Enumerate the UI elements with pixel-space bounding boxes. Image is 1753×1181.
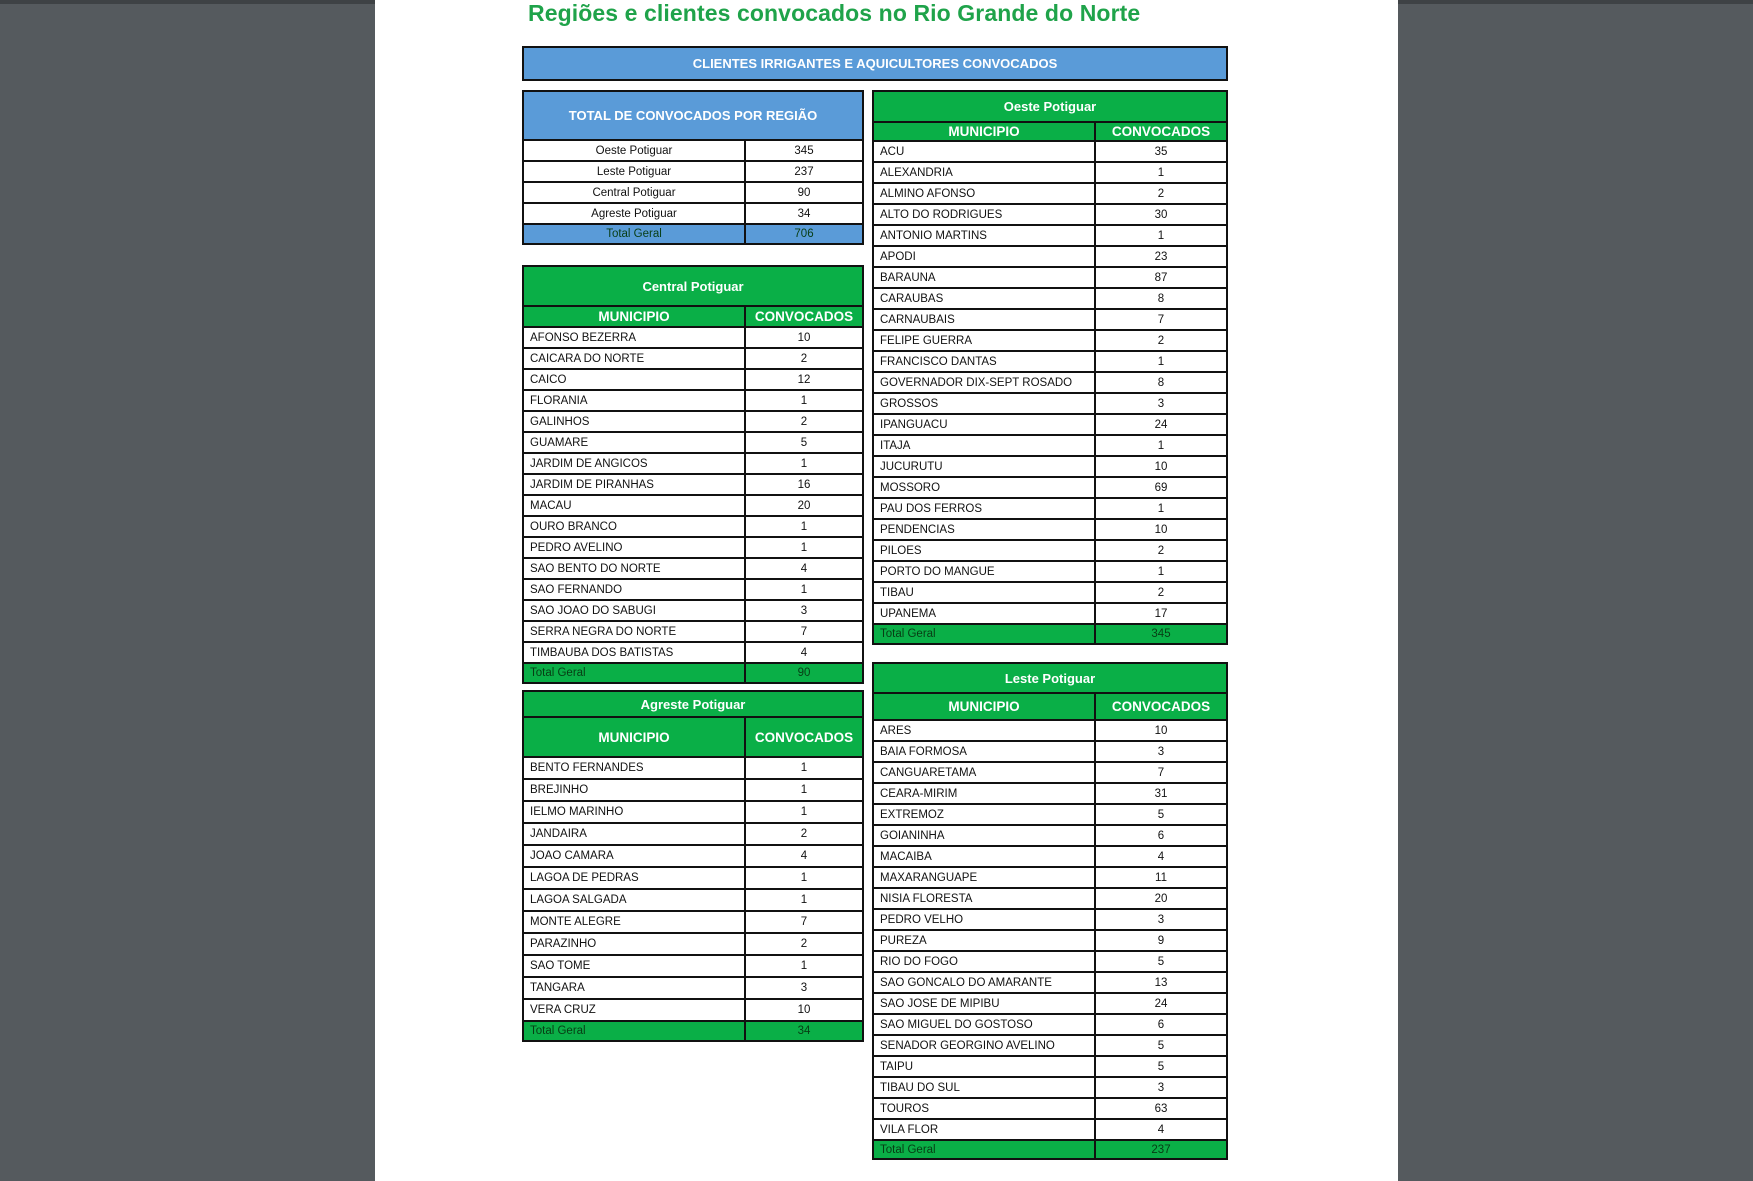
- table-row: [873, 720, 1227, 741]
- table-row: [523, 933, 863, 955]
- table-row: [523, 889, 863, 911]
- municipio-cell: FELIPE GUERRA: [873, 330, 1095, 351]
- table-title: Central Potiguar: [523, 266, 863, 306]
- table-row: [523, 140, 863, 161]
- convocados-cell: 24: [1095, 414, 1227, 435]
- convocados-cell: 10: [745, 327, 863, 348]
- municipio-cell: ANTONIO MARTINS: [873, 225, 1095, 246]
- municipio-cell: CARAUBAS: [873, 288, 1095, 309]
- municipio-cell: MAXARANGUAPE: [873, 867, 1095, 888]
- column-header-convocados: CONVOCADOS: [1095, 122, 1227, 141]
- table-row: [873, 603, 1227, 624]
- total-row: [523, 224, 863, 244]
- table-row: [523, 390, 863, 411]
- table-row: [523, 801, 863, 823]
- table-row: [873, 1098, 1227, 1119]
- convocados-cell: 2: [1095, 582, 1227, 603]
- region-count: 237: [745, 161, 863, 182]
- convocados-cell: 5: [745, 432, 863, 453]
- table-row: [873, 309, 1227, 330]
- municipio-cell: PAU DOS FERROS: [873, 498, 1095, 519]
- table-row: [873, 141, 1227, 162]
- convocados-cell: 20: [1095, 888, 1227, 909]
- convocados-cell: 30: [1095, 204, 1227, 225]
- convocados-cell: 4: [745, 558, 863, 579]
- total-value: 90: [745, 663, 863, 683]
- municipio-cell: ALEXANDRIA: [873, 162, 1095, 183]
- municipio-cell: PEDRO AVELINO: [523, 537, 745, 558]
- leste-potiguar-table: [872, 662, 1228, 1160]
- convocados-cell: 1: [745, 801, 863, 823]
- convocados-cell: 3: [1095, 741, 1227, 762]
- convocados-cell: 1: [1095, 435, 1227, 456]
- convocados-cell: 23: [1095, 246, 1227, 267]
- convocados-cell: 2: [745, 411, 863, 432]
- column-header-municipio: MUNICIPIO: [523, 717, 745, 757]
- table-row: [523, 495, 863, 516]
- municipio-cell: RIO DO FOGO: [873, 951, 1095, 972]
- convocados-cell: 69: [1095, 477, 1227, 498]
- table-row: [523, 203, 863, 224]
- municipio-cell: ALTO DO RODRIGUES: [873, 204, 1095, 225]
- table-row: [523, 579, 863, 600]
- convocados-cell: 7: [1095, 762, 1227, 783]
- municipio-cell: SAO BENTO DO NORTE: [523, 558, 745, 579]
- convocados-cell: 2: [745, 348, 863, 369]
- table-row: [523, 779, 863, 801]
- table-row: [523, 558, 863, 579]
- convocados-cell: 2: [1095, 330, 1227, 351]
- municipio-cell: ARES: [873, 720, 1095, 741]
- table-row: [873, 972, 1227, 993]
- municipio-cell: JANDAIRA: [523, 823, 745, 845]
- municipio-cell: CAICARA DO NORTE: [523, 348, 745, 369]
- convocados-cell: 4: [745, 642, 863, 663]
- convocados-cell: 5: [1095, 951, 1227, 972]
- table-row: [873, 993, 1227, 1014]
- table-row: [873, 846, 1227, 867]
- municipio-cell: SAO GONCALO DO AMARANTE: [873, 972, 1095, 993]
- table-row: [873, 204, 1227, 225]
- convocados-cell: 6: [1095, 1014, 1227, 1035]
- convocados-cell: 13: [1095, 972, 1227, 993]
- municipio-cell: NISIA FLORESTA: [873, 888, 1095, 909]
- municipio-cell: SAO JOSE DE MIPIBU: [873, 993, 1095, 1014]
- municipio-cell: SENADOR GEORGINO AVELINO: [873, 1035, 1095, 1056]
- convocados-cell: 87: [1095, 267, 1227, 288]
- municipio-cell: CAICO: [523, 369, 745, 390]
- municipio-cell: PILOES: [873, 540, 1095, 561]
- table-row: [873, 1056, 1227, 1077]
- municipio-cell: BARAUNA: [873, 267, 1095, 288]
- table-row: [523, 621, 863, 642]
- convocados-cell: 35: [1095, 141, 1227, 162]
- convocados-cell: 7: [1095, 309, 1227, 330]
- municipio-cell: GOIANINHA: [873, 825, 1095, 846]
- table-row: [873, 477, 1227, 498]
- table-row: [873, 909, 1227, 930]
- municipio-cell: JOAO CAMARA: [523, 845, 745, 867]
- table-row: [873, 867, 1227, 888]
- region-count: 345: [745, 140, 863, 161]
- table-row: [523, 182, 863, 203]
- municipio-cell: TOUROS: [873, 1098, 1095, 1119]
- table-row: [873, 351, 1227, 372]
- column-header-convocados: CONVOCADOS: [745, 717, 863, 757]
- municipio-cell: IELMO MARINHO: [523, 801, 745, 823]
- table-row: [873, 540, 1227, 561]
- municipio-cell: BENTO FERNANDES: [523, 757, 745, 779]
- convocados-cell: 3: [745, 977, 863, 999]
- table-row: [873, 1014, 1227, 1035]
- region-name: Oeste Potiguar: [523, 140, 745, 161]
- table-row: [873, 183, 1227, 204]
- municipio-cell: MOSSORO: [873, 477, 1095, 498]
- municipio-cell: TIBAU: [873, 582, 1095, 603]
- table-row: [873, 1077, 1227, 1098]
- convocados-cell: 6: [1095, 825, 1227, 846]
- region-count: 90: [745, 182, 863, 203]
- convocados-cell: 12: [745, 369, 863, 390]
- municipio-cell: LAGOA SALGADA: [523, 889, 745, 911]
- municipio-cell: IPANGUACU: [873, 414, 1095, 435]
- convocados-cell: 5: [1095, 804, 1227, 825]
- municipio-cell: UPANEMA: [873, 603, 1095, 624]
- convocados-cell: 17: [1095, 603, 1227, 624]
- table-row: [873, 330, 1227, 351]
- convocados-cell: 3: [745, 600, 863, 621]
- table-row: [523, 537, 863, 558]
- table-row: [873, 225, 1227, 246]
- total-label: Total Geral: [873, 624, 1095, 644]
- municipio-cell: PARAZINHO: [523, 933, 745, 955]
- table-row: [873, 393, 1227, 414]
- document-page: [375, 0, 1398, 1181]
- municipio-cell: TAIPU: [873, 1056, 1095, 1077]
- central-potiguar-table: [522, 265, 864, 684]
- table-row: [873, 741, 1227, 762]
- table-row: [873, 456, 1227, 477]
- municipio-cell: SERRA NEGRA DO NORTE: [523, 621, 745, 642]
- convocados-cell: 2: [745, 823, 863, 845]
- total-value: 237: [1095, 1140, 1227, 1159]
- total-row: [873, 1140, 1227, 1159]
- table-row: [523, 161, 863, 182]
- municipio-cell: VERA CRUZ: [523, 999, 745, 1021]
- municipio-cell: SAO FERNANDO: [523, 579, 745, 600]
- municipio-cell: PEDRO VELHO: [873, 909, 1095, 930]
- convocados-cell: 7: [745, 911, 863, 933]
- convocados-cell: 4: [745, 845, 863, 867]
- convocados-cell: 11: [1095, 867, 1227, 888]
- table-row: [523, 642, 863, 663]
- convocados-cell: 63: [1095, 1098, 1227, 1119]
- banner-table: [522, 46, 1228, 81]
- region-name: Leste Potiguar: [523, 161, 745, 182]
- municipio-cell: LAGOA DE PEDRAS: [523, 867, 745, 889]
- municipio-cell: CEARA-MIRIM: [873, 783, 1095, 804]
- table-row: [873, 561, 1227, 582]
- convocados-cell: 8: [1095, 372, 1227, 393]
- table-row: [873, 246, 1227, 267]
- convocados-cell: 2: [745, 933, 863, 955]
- region-name: Central Potiguar: [523, 182, 745, 203]
- convocados-cell: 5: [1095, 1035, 1227, 1056]
- table-row: [873, 372, 1227, 393]
- table-row: [873, 762, 1227, 783]
- total-label: Total Geral: [523, 1021, 745, 1041]
- municipio-cell: PUREZA: [873, 930, 1095, 951]
- column-header-municipio: MUNICIPIO: [873, 693, 1095, 720]
- municipio-cell: PORTO DO MANGUE: [873, 561, 1095, 582]
- municipio-cell: TANGARA: [523, 977, 745, 999]
- municipio-cell: GROSSOS: [873, 393, 1095, 414]
- table-row: [873, 498, 1227, 519]
- table-row: [523, 411, 863, 432]
- convocados-cell: 1: [745, 757, 863, 779]
- municipio-cell: SAO JOAO DO SABUGI: [523, 600, 745, 621]
- table-row: [873, 288, 1227, 309]
- convocados-cell: 16: [745, 474, 863, 495]
- table-row: [873, 888, 1227, 909]
- convocados-cell: 31: [1095, 783, 1227, 804]
- municipio-cell: MACAU: [523, 495, 745, 516]
- municipio-cell: OURO BRANCO: [523, 516, 745, 537]
- table-row: [523, 867, 863, 889]
- region-name: Agreste Potiguar: [523, 203, 745, 224]
- table-row: [873, 825, 1227, 846]
- convocados-cell: 8: [1095, 288, 1227, 309]
- municipio-cell: GUAMARE: [523, 432, 745, 453]
- table-row: [523, 369, 863, 390]
- convocados-cell: 1: [745, 390, 863, 411]
- table-row: [873, 435, 1227, 456]
- total-row: [873, 624, 1227, 644]
- municipio-cell: EXTREMOZ: [873, 804, 1095, 825]
- convocados-cell: 1: [1095, 498, 1227, 519]
- table-row: [873, 1119, 1227, 1140]
- convocados-cell: 20: [745, 495, 863, 516]
- table-row: [523, 845, 863, 867]
- municipio-cell: MACAIBA: [873, 846, 1095, 867]
- convocados-cell: 1: [1095, 162, 1227, 183]
- total-row: [523, 663, 863, 683]
- table-title: Leste Potiguar: [873, 663, 1227, 693]
- municipio-cell: BREJINHO: [523, 779, 745, 801]
- municipio-cell: CANGUARETAMA: [873, 762, 1095, 783]
- table-row: [873, 162, 1227, 183]
- convocados-cell: 1: [1095, 225, 1227, 246]
- table-title: Oeste Potiguar: [873, 91, 1227, 122]
- total-label: Total Geral: [523, 224, 745, 244]
- convocados-cell: 3: [1095, 393, 1227, 414]
- convocados-cell: 1: [1095, 351, 1227, 372]
- total-value: 706: [745, 224, 863, 244]
- convocados-cell: 7: [745, 621, 863, 642]
- table-row: [523, 999, 863, 1021]
- column-header-municipio: MUNICIPIO: [873, 122, 1095, 141]
- municipio-cell: TIMBAUBA DOS BATISTAS: [523, 642, 745, 663]
- table-row: [523, 474, 863, 495]
- municipio-cell: SAO MIGUEL DO GOSTOSO: [873, 1014, 1095, 1035]
- convocados-cell: 10: [1095, 720, 1227, 741]
- municipio-cell: JUCURUTU: [873, 456, 1095, 477]
- table-row: [523, 432, 863, 453]
- table-title: Agreste Potiguar: [523, 691, 863, 717]
- municipio-cell: JARDIM DE ANGICOS: [523, 453, 745, 474]
- table-row: [523, 600, 863, 621]
- convocados-cell: 1: [745, 516, 863, 537]
- region-count: 34: [745, 203, 863, 224]
- municipio-cell: GALINHOS: [523, 411, 745, 432]
- column-header-convocados: CONVOCADOS: [1095, 693, 1227, 720]
- convocados-cell: 2: [1095, 540, 1227, 561]
- municipio-cell: ACU: [873, 141, 1095, 162]
- total-value: 34: [745, 1021, 863, 1041]
- convocados-cell: 10: [745, 999, 863, 1021]
- municipio-cell: FRANCISCO DANTAS: [873, 351, 1095, 372]
- column-header-convocados: CONVOCADOS: [745, 306, 863, 327]
- page-title: Regiões e clientes convocados no Rio Grande do Norte: [528, 0, 1141, 26]
- convocados-cell: 2: [1095, 183, 1227, 204]
- total-label: Total Geral: [873, 1140, 1095, 1159]
- total-row: [523, 1021, 863, 1041]
- banner-title: CLIENTES IRRIGANTES E AQUICULTORES CONVOCADOS: [523, 47, 1227, 80]
- municipio-cell: MONTE ALEGRE: [523, 911, 745, 933]
- table-row: [873, 267, 1227, 288]
- municipio-cell: FLORANIA: [523, 390, 745, 411]
- convocados-cell: 5: [1095, 1056, 1227, 1077]
- table-row: [523, 757, 863, 779]
- table-row: [523, 955, 863, 977]
- table-row: [873, 414, 1227, 435]
- convocados-cell: 4: [1095, 846, 1227, 867]
- convocados-cell: 1: [745, 779, 863, 801]
- table-row: [873, 804, 1227, 825]
- table-row: [523, 453, 863, 474]
- convocados-cell: 1: [745, 889, 863, 911]
- total-label: Total Geral: [523, 663, 745, 683]
- table-row: [523, 327, 863, 348]
- convocados-cell: 1: [745, 537, 863, 558]
- municipio-cell: SAO TOME: [523, 955, 745, 977]
- convocados-cell: 1: [745, 453, 863, 474]
- table-row: [523, 348, 863, 369]
- agreste-potiguar-table: [522, 690, 864, 1042]
- convocados-cell: 1: [745, 955, 863, 977]
- convocados-cell: 1: [745, 867, 863, 889]
- table-row: [873, 783, 1227, 804]
- table-row: [873, 519, 1227, 540]
- table-row: [523, 977, 863, 999]
- table-row: [873, 582, 1227, 603]
- total-value: 345: [1095, 624, 1227, 644]
- convocados-cell: 1: [745, 579, 863, 600]
- convocados-cell: 4: [1095, 1119, 1227, 1140]
- table-row: [523, 911, 863, 933]
- municipio-cell: PENDENCIAS: [873, 519, 1095, 540]
- municipio-cell: JARDIM DE PIRANHAS: [523, 474, 745, 495]
- municipio-cell: ITAJA: [873, 435, 1095, 456]
- municipio-cell: GOVERNADOR DIX-SEPT ROSADO: [873, 372, 1095, 393]
- municipio-cell: VILA FLOR: [873, 1119, 1095, 1140]
- table-row: [873, 1035, 1227, 1056]
- municipio-cell: AFONSO BEZERRA: [523, 327, 745, 348]
- summary-table: [522, 90, 864, 245]
- table-row: [523, 823, 863, 845]
- convocados-cell: 9: [1095, 930, 1227, 951]
- convocados-cell: 10: [1095, 519, 1227, 540]
- municipio-cell: CARNAUBAIS: [873, 309, 1095, 330]
- convocados-cell: 1: [1095, 561, 1227, 582]
- table-row: [873, 951, 1227, 972]
- column-header-municipio: MUNICIPIO: [523, 306, 745, 327]
- convocados-cell: 10: [1095, 456, 1227, 477]
- oeste-potiguar-table: [872, 90, 1228, 645]
- municipio-cell: TIBAU DO SUL: [873, 1077, 1095, 1098]
- table-row: [523, 516, 863, 537]
- table-row: [873, 930, 1227, 951]
- convocados-cell: 3: [1095, 909, 1227, 930]
- municipio-cell: BAIA FORMOSA: [873, 741, 1095, 762]
- municipio-cell: ALMINO AFONSO: [873, 183, 1095, 204]
- summary-title: TOTAL DE CONVOCADOS POR REGIÃO: [523, 91, 863, 140]
- convocados-cell: 24: [1095, 993, 1227, 1014]
- municipio-cell: APODI: [873, 246, 1095, 267]
- convocados-cell: 3: [1095, 1077, 1227, 1098]
